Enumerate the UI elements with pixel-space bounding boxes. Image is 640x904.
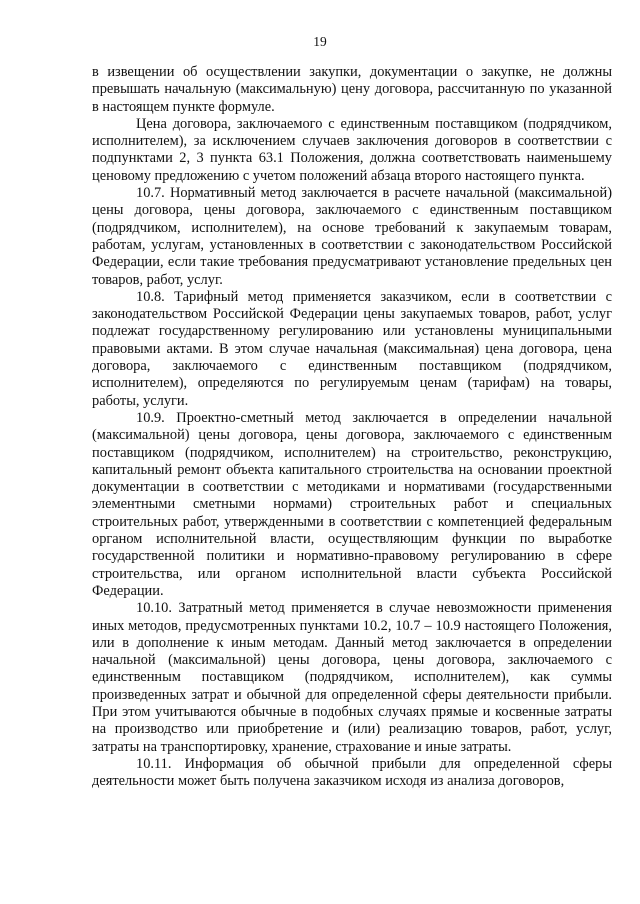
paragraph-10-7-normative-method: 10.7. Нормативный метод заключается в расчете начальной (максимальной) цены договора, цены договора, заключаемого с единственным поставщиком (подрядчиком, исполнителем), на основе требований к закупаемым товарам, работам, услугам, установленных в соответствии с законодательством Российской Федерации, если такие требования предусматривают установление предельных цен товаров, работ, услуг. xyxy=(92,185,612,288)
paragraph-10-8-tariff-method: 10.8. Тарифный метод применяется заказчиком, если в соответствии с законодательством Российской Федерации цены закупаемых товаров, работ, услуг подлежат государственному регулированию или установлены муниципальными правовыми актами. В этом случае начальная (максимальная) цена договора, цена договора, заключаемого с единственным поставщиком (подрядчиком, исполнителем), определяются по регулируемым ценам (тарифам) на товары, работы, услуги. xyxy=(92,288,612,409)
paragraph-10-9-design-estimate-method: 10.9. Проектно-сметный метод заключается в определении начальной (максимальной) цены договора, цены договора, заключаемого с единственным поставщиком (подрядчиком, исполнителем) на строительство, реконструкцию, капитальный ремонт объекта капитального строительства на основании проектной документации в соответствии с методиками и нормативами (государственными элементными сметными нормами) строительных работ и специальных строительных работ, утвержденными в соответствии с компетенцией федеральным органом исполнительной власти, осуществляющим функции по выработке государственной политики и нормативно-правовому регулированию в сфере строительства, или органом исполнительной власти субъекта Российской Федерации. xyxy=(92,409,612,599)
document-body xyxy=(92,64,612,790)
paragraph-single-supplier-price: Цена договора, заключаемого с единственным поставщиком (подрядчиком, исполнителем), за исключением случаев заключения договоров в соответствии с подпунктами 2, 3 пункта 63.1 Положения, должна соответствовать наименьшему ценовому предложению с учетом положений абзаца второго настоящего пункта. xyxy=(92,115,612,184)
paragraph-continuation: в извещении об осуществлении закупки, документации о закупке, не должны превышать начальную (максимальную) цену договора, рассчитанную по указанной в настоящем пункте формуле. xyxy=(92,64,612,115)
page-number: 19 xyxy=(313,34,327,49)
paragraph-10-11-profit-info: 10.11. Информация об обычной прибыли для определенной сферы деятельности может быть получена заказчиком исходя из анализа договоров, xyxy=(92,755,612,790)
paragraph-10-10-cost-method: 10.10. Затратный метод применяется в случае невозможности применения иных методов, предусмотренных пунктами 10.2, 10.7 – 10.9 настоящего Положения, или в дополнение к иным методам. Данный метод заключается в определении начальной (максимальной) цены договора, цены договора, заключаемого с единственным поставщиком (подрядчиком, исполнителем), как суммы произведенных затрат и обычной для определенной сферы деятельности прибыли. При этом учитываются обычные в подобных случаях прямые и косвенные затраты на производство или приобретение и (или) реализацию товаров, работ, услуг, затраты на транспортировку, хранение, страхование и иные затраты. xyxy=(92,600,612,755)
